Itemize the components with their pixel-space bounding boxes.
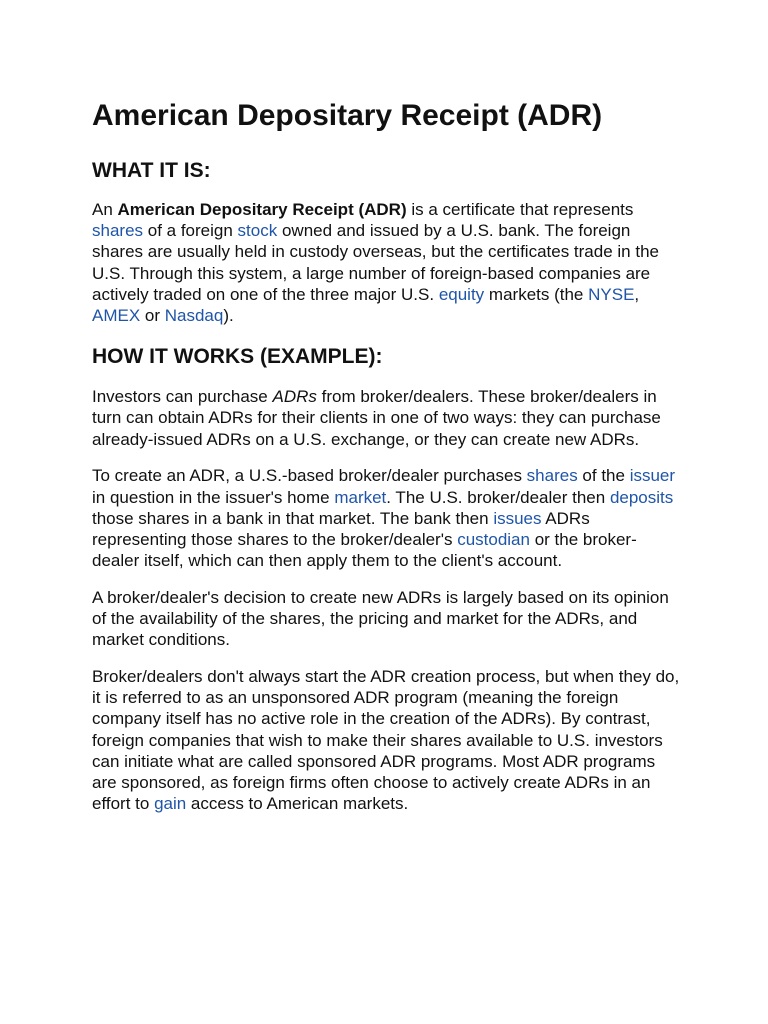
text-run: those shares in a bank in that market. The bank then [92, 508, 494, 528]
text-run: ADRs representing those shares to the broker/dealer's [92, 508, 590, 549]
text-run: To create an ADR, a U.S.-based broker/dealer purchases [92, 466, 527, 486]
link-issuer[interactable]: issuer [629, 466, 676, 486]
text-run: An [92, 200, 118, 219]
section-heading-how-it-works: HOW IT WORKS (EXAMPLE): [92, 345, 383, 369]
text-run: of a foreign [143, 221, 238, 241]
text-run: , [634, 284, 640, 304]
text-run: . The U.S. broker/dealer then [386, 487, 610, 507]
text-run: access to American markets. [186, 794, 409, 814]
page-title: American Depositary Receipt (ADR) [92, 99, 603, 132]
link-issues[interactable]: issues [493, 508, 542, 528]
text-run: Investors can purchase [92, 387, 273, 407]
how-it-works-paragraph-2 [92, 465, 682, 571]
text-run: or the broker-dealer itself, which can then apply them to the client's account. [92, 529, 637, 571]
text-run: ). [223, 306, 234, 326]
link-amex[interactable]: AMEX [92, 306, 141, 326]
how-it-works-paragraph-4 [92, 666, 682, 814]
text-run: markets (the [484, 284, 589, 304]
link-gain[interactable]: gain [154, 794, 187, 814]
link-equity[interactable]: equity [438, 284, 485, 304]
link-stock[interactable]: stock [237, 221, 278, 241]
link-deposits[interactable]: deposits [609, 487, 674, 507]
link-market[interactable]: market [334, 487, 387, 507]
text-run: in question in the issuer's home [92, 487, 335, 507]
text-run: Broker/dealers don't always start the ADR creation process, but when they do, it is referred to as an unsponsored ADR program (meaning the foreign company itself has no active role in the creation of the ADRs). By contrast, foreign companies that wish to make their shares available to U.S. investors can initiate what are called sponsored ADR programs. Most ADR programs are sponsored, as foreign firms often choose to actively create ADRs in an effort to [92, 666, 680, 814]
document-page [92, 96, 682, 814]
italic-term: ADRs [272, 387, 317, 407]
link-nyse[interactable]: NYSE [588, 284, 635, 304]
link-shares[interactable]: shares [92, 221, 144, 241]
text-run: owned and issued by a U.S. bank. The foreign shares are usually held in custody overseas, but the certificates trade in the U.S. Through this system, a large number of foreign-based companies are actively traded on one of the three major U.S. [92, 221, 659, 304]
link-shares[interactable]: shares [526, 466, 578, 486]
link-nasdaq[interactable]: Nasdaq [164, 306, 224, 326]
text-run: from broker/dealers. These broker/dealers in turn can obtain ADRs for their clients in one of two ways: they can purchase already-issued ADRs on a U.S. exchange, or they can create new ADRs. [92, 387, 661, 449]
link-custodian[interactable]: custodian [457, 529, 530, 549]
bold-term: American Depositary Receipt (ADR) [117, 200, 407, 219]
text-run: of the [577, 466, 630, 486]
how-it-works-paragraph-1 [92, 386, 682, 450]
section-heading-what-it-is: WHAT IT IS: [92, 159, 211, 182]
text-run: is a certificate that represents [406, 200, 634, 219]
how-it-works-paragraph-3: A broker/dealer's decision to create new ADRs is largely based on its opinion of the availability of the shares, the pricing and market for the ADRs, and market conditions. [92, 587, 669, 650]
what-it-is-paragraph [92, 199, 682, 326]
text-run: or [140, 306, 165, 326]
